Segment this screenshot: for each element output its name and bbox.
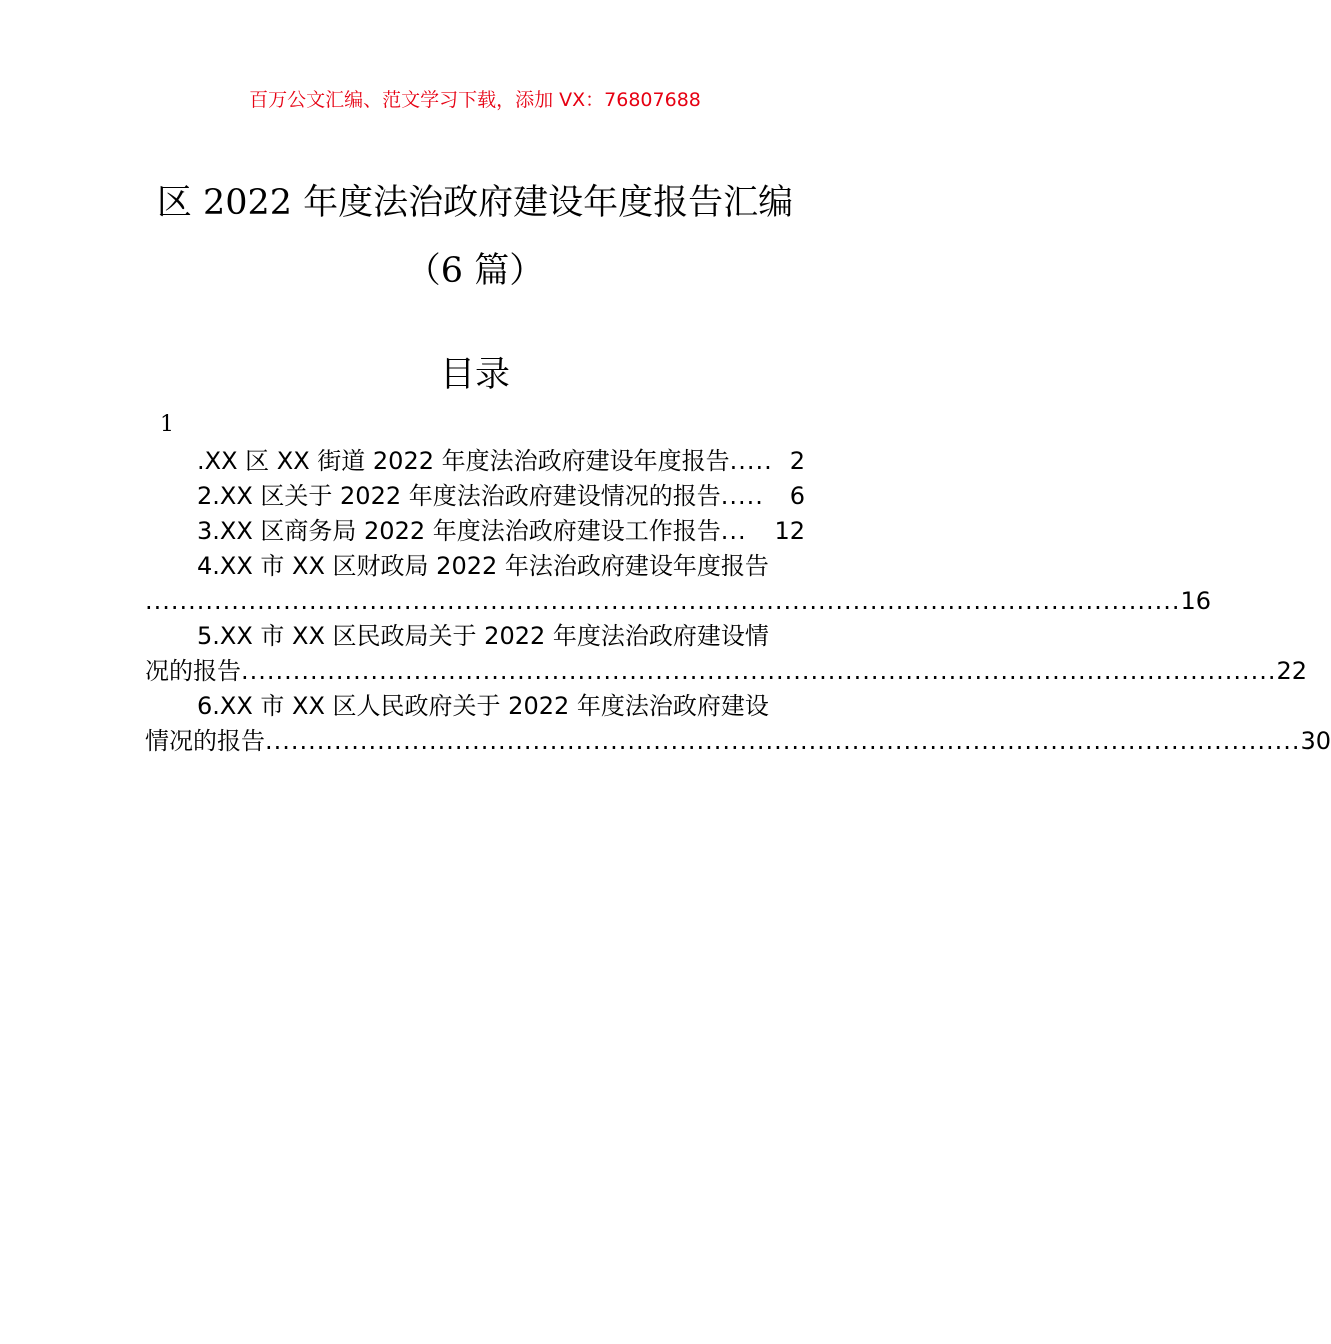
- toc-entry-title-continued: 情况的报告: [145, 727, 265, 755]
- document-title: 区 2022 年度法治政府建设年度报告汇编: [156, 183, 794, 223]
- toc-entry-title: 3.XX 区商务局 2022 年度法治政府建设工作报告: [197, 517, 721, 545]
- toc-leader: .....: [720, 482, 764, 510]
- toc-leader: ........................................................................................................................: [241, 657, 1277, 685]
- toc-entry[interactable]: [145, 479, 805, 514]
- toc-leader: ...: [720, 517, 747, 545]
- header-note: 百万公文汇编、范文学习下载，添加 VX：76807688: [249, 89, 701, 111]
- toc-leader: .....: [729, 447, 773, 475]
- toc-entry[interactable]: [145, 444, 805, 479]
- toc-heading: 目录: [439, 355, 510, 395]
- toc-entry-title: 5.XX 市 XX 区民政局关于 2022 年度法治政府建设情: [197, 622, 769, 650]
- toc-leader: ........................................................................................................................: [265, 727, 1301, 755]
- toc-entry[interactable]: [145, 689, 1331, 759]
- toc-entry[interactable]: [145, 514, 805, 549]
- toc-leader: ........................................................................................................................: [145, 587, 1181, 615]
- toc-entry[interactable]: [145, 619, 1308, 689]
- page-marker: 1: [160, 412, 174, 437]
- toc-entry-title: .XX 区 XX 街道 2022 年度法治政府建设年度报告: [197, 447, 730, 475]
- document-subtitle: （6 篇）: [405, 251, 545, 291]
- toc-entry-page: 12: [774, 517, 805, 545]
- toc-entry[interactable]: [145, 549, 1212, 619]
- toc-entry-page: 6: [789, 482, 805, 510]
- toc-entry-title: 4.XX 市 XX 区财政局 2022 年法治政府建设年度报告: [197, 552, 769, 580]
- toc-entry-title-continued: 况的报告: [145, 657, 241, 685]
- table-of-contents: [145, 444, 1331, 759]
- toc-entry-title: 6.XX 市 XX 区人民政府关于 2022 年度法治政府建设: [197, 692, 769, 720]
- toc-entry-page: 2: [789, 447, 805, 475]
- toc-entry-page: 22: [1276, 657, 1308, 685]
- toc-entry-page: 16: [1180, 587, 1212, 615]
- toc-entry-page: 30: [1300, 727, 1331, 755]
- toc-entry-title: 2.XX 区关于 2022 年度法治政府建设情况的报告: [197, 482, 721, 510]
